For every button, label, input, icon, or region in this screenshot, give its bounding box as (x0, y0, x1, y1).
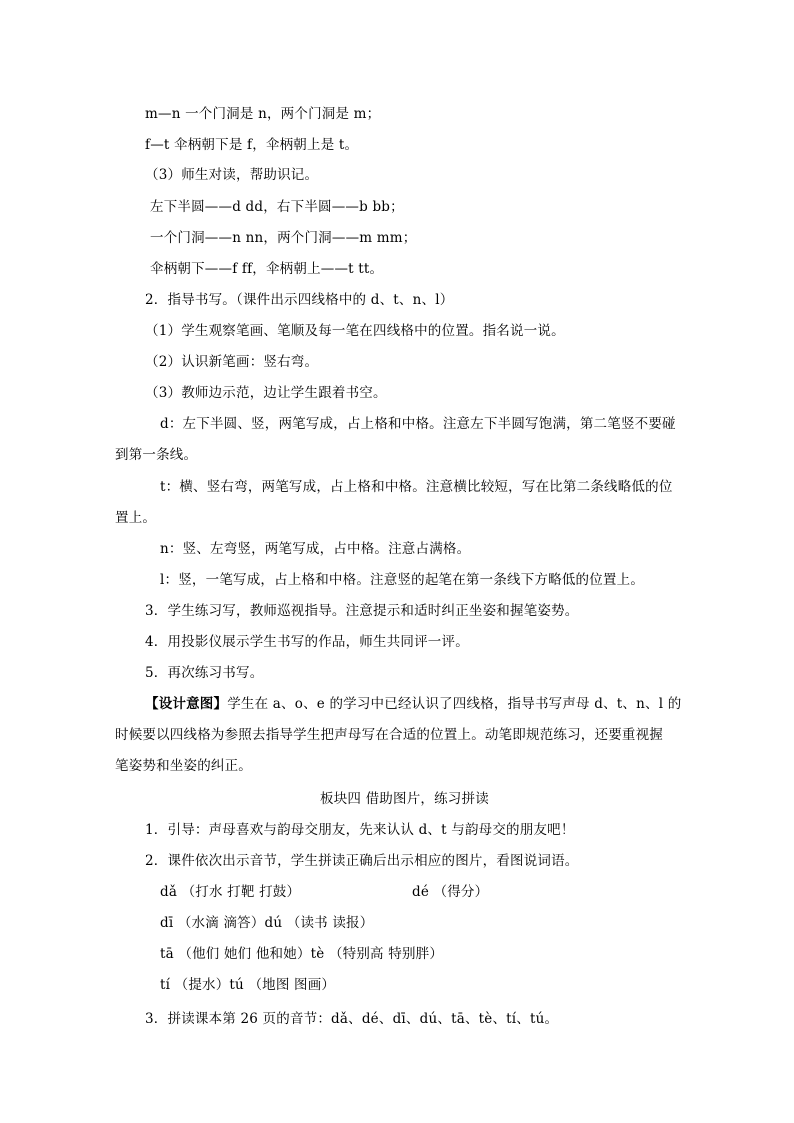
section-step-1: 1．引导：声母喜欢与韵母交朋友，先来认认 d、t 与韵母交的朋友吧！ (145, 822, 575, 838)
section-step-3: 3．拼读课本第 26 页的音节：dǎ、dé、dī、dú、tā、tè、tí、tú。 (145, 1011, 559, 1027)
syllable-row-1b: dé （得分） (412, 884, 489, 900)
writing-step-1: （1）学生观察笔画、笔顺及每一笔在四线格中的位置。指名说一说。 (145, 323, 565, 339)
practice-step-3: 3．学生练习写，教师巡视指导。注意提示和适时纠正坐姿和握笔姿势。 (145, 603, 579, 619)
syllable-row-2: dī （水滴 滴答）dú （读书 读报） (160, 915, 374, 931)
letter-l-guide: l：竖，一笔写成，占上格和中格。注意竖的起笔在第一条线下方略低的位置上。 (160, 572, 645, 588)
writing-step-2: （2）认识新笔画：竖右弯。 (145, 354, 319, 370)
section-title: 板块四 借助图片，练习拼读 (320, 791, 489, 807)
design-intent-label: 【设计意图】 (145, 696, 228, 712)
chant-line-1: 左下半圆——d dd，右下半圆——b bb； (150, 199, 404, 215)
letter-d-guide: d：左下半圆、竖，两笔写成，占上格和中格。注意左下半圆写饱满，第二笔竖不要碰 (160, 416, 676, 432)
writing-step-3: （3）教师边示范，边让学生跟着书空。 (145, 385, 387, 401)
practice-step-4: 4．用投影仪展示学生书写的作品，师生共同评一评。 (145, 634, 469, 650)
chant-line-2: 一个门洞——n nn，两个门洞——m mm； (150, 230, 417, 246)
writing-guide-heading: 2．指导书写。（课件出示四线格中的 d、t、n、l） (145, 292, 454, 308)
design-intent-line-1 (145, 694, 681, 714)
syllable-row-4: tí （提水）tú （地图 图画） (160, 977, 336, 993)
mnemonic-f-t: f—t 伞柄朝下是 f，伞柄朝上是 t。 (145, 137, 359, 153)
design-intent-line-2: 时候要以四线格为参照去指导学生把声母写在合适的位置上。动笔即规范练习，还要重视握 (115, 727, 663, 743)
letter-n-guide: n：竖、左弯竖，两笔写成，占中格。注意占满格。 (160, 541, 471, 557)
design-intent-line-3: 笔姿势和坐姿的纠正。 (115, 758, 252, 774)
syllable-row-1a: dǎ （打水 打靶 打鼓） (160, 884, 301, 900)
letter-t-guide: t：横、竖右弯，两笔写成，占上格和中格。注意横比较短，写在比第二条线略低的位 (160, 479, 673, 495)
design-intent-text-1: 学生在 a、o、e 的学习中已经认识了四线格，指导书写声母 d、t、n、l 的 (227, 696, 682, 712)
letter-t-guide-cont: 置上。 (115, 510, 157, 526)
practice-step-5: 5．再次练习书写。 (145, 665, 264, 681)
step-3-heading: （3）师生对读，帮助识记。 (145, 167, 319, 183)
section-step-2: 2．课件依次出示音节，学生拼读正确后出示相应的图片，看图说词语。 (145, 853, 579, 869)
chant-line-3: 伞柄朝下——f ff，伞柄朝上——t tt。 (150, 261, 384, 277)
letter-d-guide-cont: 到第一条线。 (115, 447, 198, 463)
syllable-row-3: tā （他们 她们 他和她）tè （特别高 特别胖） (160, 946, 444, 962)
mnemonic-m-n: m—n 一个门洞是 n，两个门洞是 m； (145, 106, 381, 122)
